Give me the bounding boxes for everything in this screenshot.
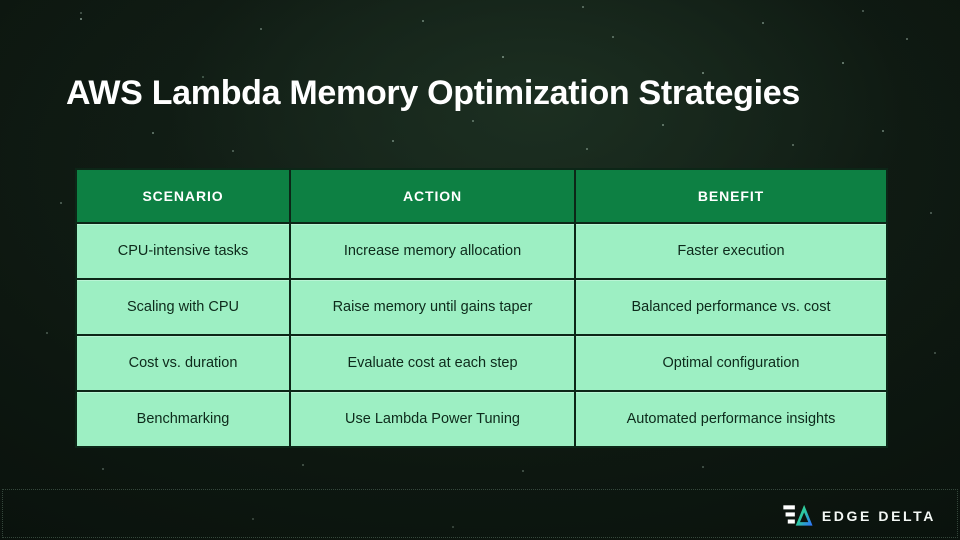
cell-scenario: CPU-intensive tasks	[76, 223, 290, 279]
cell-benefit: Faster execution	[575, 223, 887, 279]
cell-action: Use Lambda Power Tuning	[290, 391, 575, 447]
cell-benefit: Automated performance insights	[575, 391, 887, 447]
cell-benefit: Balanced performance vs. cost	[575, 279, 887, 335]
cell-scenario: Cost vs. duration	[76, 335, 290, 391]
page-title: AWS Lambda Memory Optimization Strategies	[66, 74, 800, 112]
cell-benefit: Optimal configuration	[575, 335, 887, 391]
cell-scenario: Benchmarking	[76, 391, 290, 447]
cell-action: Increase memory allocation	[290, 223, 575, 279]
strategy-table	[75, 168, 888, 448]
cell-action: Evaluate cost at each step	[290, 335, 575, 391]
edge-delta-logo	[782, 504, 936, 527]
footer-band	[2, 489, 958, 538]
edge-delta-icon	[782, 504, 813, 527]
table-row	[76, 391, 887, 447]
column-header-scenario: SCENARIO	[76, 169, 290, 223]
table-row	[76, 223, 887, 279]
table-row	[76, 279, 887, 335]
column-header-action: ACTION	[290, 169, 575, 223]
cell-action: Raise memory until gains taper	[290, 279, 575, 335]
column-header-benefit: BENEFIT	[575, 169, 887, 223]
brand-name: EDGE DELTA	[821, 507, 936, 524]
table-header-row	[76, 169, 887, 223]
cell-scenario: Scaling with CPU	[76, 279, 290, 335]
table-row	[76, 335, 887, 391]
